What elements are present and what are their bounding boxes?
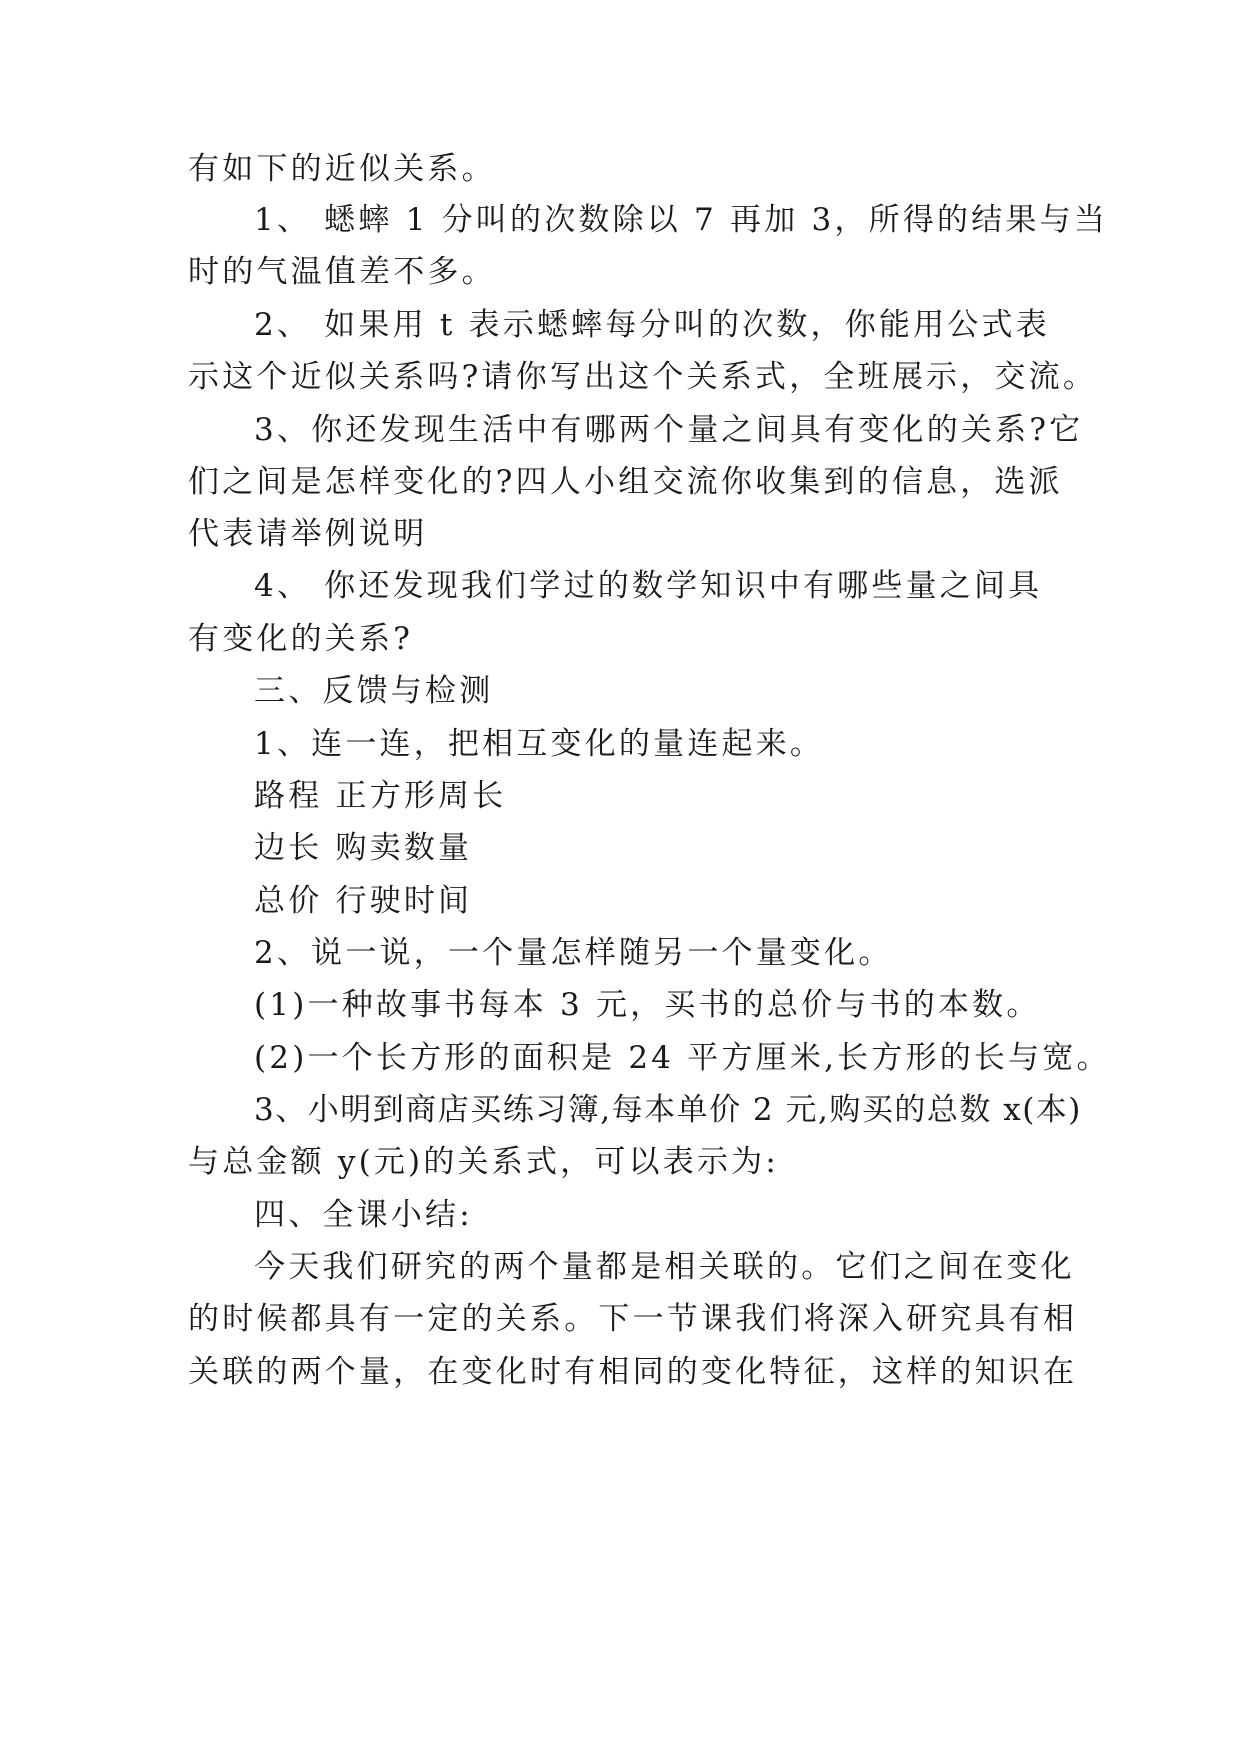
text-line: 4、 你还发现我们学过的数学知识中有哪些量之间具	[254, 568, 1043, 604]
section-heading: 三、反馈与检测	[254, 673, 494, 709]
text-line: 总价 行驶时间	[254, 883, 473, 919]
text-line: 3、你还发现生活中有哪两个量之间具有变化的关系?它	[254, 412, 1084, 448]
text-line: 示这个近似关系吗?请你写出这个关系式，全班展示，交流。	[188, 359, 1098, 395]
text-line: 1、连一连，把相互变化的量连起来。	[254, 726, 825, 762]
text-line: 边长 购卖数量	[254, 830, 473, 866]
text-line: 的时候都具有一定的关系。下一节课我们将深入研究具有相	[188, 1301, 1078, 1337]
text-line: 今天我们研究的两个量都是相关联的。它们之间在变化	[254, 1249, 1075, 1285]
section-heading: 四、全课小结:	[254, 1197, 473, 1233]
text-line: 有变化的关系?	[188, 621, 414, 657]
text-line: 们之间是怎样变化的?四人小组交流你收集到的信息，选派	[188, 464, 1063, 500]
text-line: 时的气温值差不多。	[188, 254, 496, 290]
text-line: (2)一个长方形的面积是 24 平方厘米,长方形的长与宽。	[254, 1040, 1111, 1076]
text-line: 3、小明到商店买练习簿,每本单价 2 元,购买的总数 x(本)	[254, 1092, 1082, 1128]
text-line: 与总金额 y(元)的关系式，可以表示为:	[188, 1144, 779, 1180]
text-line: 2、说一说，一个量怎样随另一个量变化。	[254, 935, 893, 971]
text-line: 路程 正方形周长	[254, 778, 507, 814]
text-line: 1、 蟋蟀 1 分叫的次数除以 7 再加 3，所得的结果与当	[254, 202, 1109, 238]
text-line: 有如下的近似关系。	[188, 151, 496, 187]
text-line: 2、 如果用 t 表示蟋蟀每分叫的次数，你能用公式表	[254, 307, 1050, 343]
text-line: (1)一种故事书每本 3 元，买书的总价与书的本数。	[254, 987, 1041, 1023]
text-line: 关联的两个量，在变化时有相同的变化特征，这样的知识在	[188, 1354, 1078, 1390]
text-line: 代表请举例说明	[188, 516, 428, 552]
